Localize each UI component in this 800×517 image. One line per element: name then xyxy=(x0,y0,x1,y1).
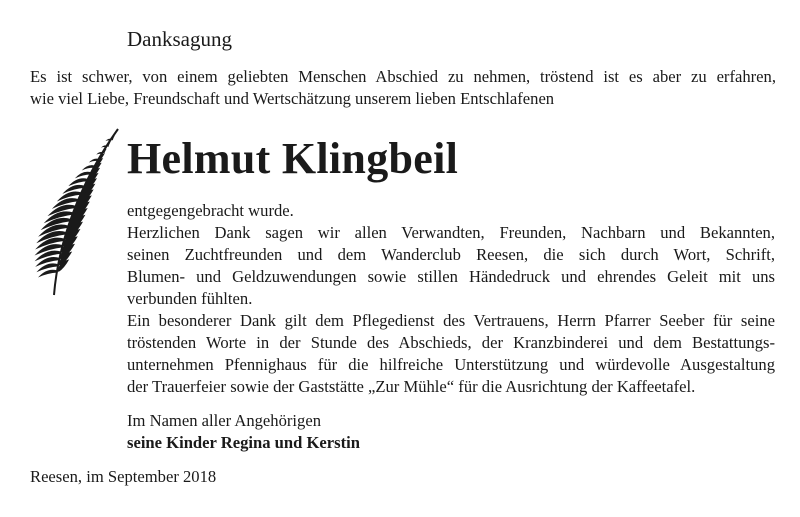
body-line: Herzlichen Dank sagen wir allen Verwandten, Freunden, Nachbarn und Bekannten, xyxy=(127,223,775,242)
deceased-name: Helmut Klingbeil xyxy=(127,134,459,183)
intro-line: Es ist schwer, von einem geliebten Menschen Abschied zu nehmen, tröstend ist es aber zu erfahren, xyxy=(30,67,776,86)
notice-heading: Danksagung xyxy=(127,27,232,51)
body-line: unternehmen Pfennighaus für die hilfreiche Unterstützung und würdevolle Ausgestaltung xyxy=(127,355,775,374)
body-line: seinen Zuchtfreunden und dem Wanderclub Reesen, die sich durch Wort, Schrift, xyxy=(127,245,775,264)
body-line: tröstenden Worte in der Stunde des Abschieds, der Kranzbinderei und dem Bestattungs- xyxy=(127,333,775,352)
palm-frond-icon xyxy=(30,125,122,297)
body-line: verbunden fühlten. xyxy=(127,289,253,308)
intro-paragraph xyxy=(30,66,776,110)
body-line: Ein besonderer Dank gilt dem Pflegedienst des Vertrauens, Herrn Pfarrer Seeber für seine xyxy=(127,311,775,330)
body-paragraph xyxy=(127,200,775,398)
place-date: Reesen, im September 2018 xyxy=(30,467,217,486)
signatories: seine Kinder Regina und Kerstin xyxy=(127,433,360,452)
body-line: Blumen- und Geldzuwendungen sowie stillen Händedruck und ehrendes Geleit mit uns xyxy=(127,267,775,286)
signoff-line: Im Namen aller Angehörigen xyxy=(127,411,321,430)
body-line: der Trauerfeier sowie der Gaststätte „Zur Mühle“ für die Ausrichtung der Kaffeetafel. xyxy=(127,377,696,396)
body-line: entgegengebracht wurde. xyxy=(127,201,294,220)
intro-line: wie viel Liebe, Freundschaft und Wertschätzung unserem lieben Entschlafenen xyxy=(30,89,555,108)
signoff-block xyxy=(127,410,360,454)
